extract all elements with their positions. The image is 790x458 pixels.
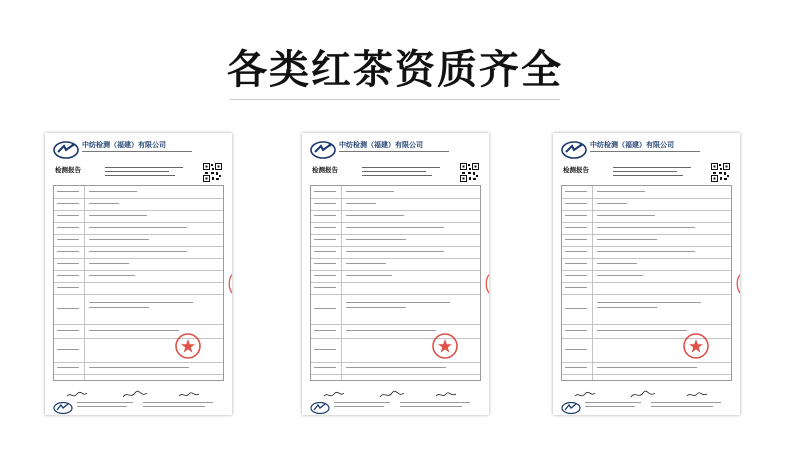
- report-title: 检测报告: [563, 166, 589, 174]
- report-header: [53, 140, 224, 160]
- signature-row: [310, 385, 481, 395]
- organization-logo-icon: [53, 141, 79, 159]
- report-title: 检测报告: [312, 166, 338, 174]
- report-header: [561, 140, 732, 160]
- footer-logo-icon: [53, 402, 73, 414]
- organization-name-en: [339, 150, 449, 152]
- organization-logo-icon: [310, 141, 336, 159]
- official-seal-icon: [431, 332, 459, 360]
- report-footer: [561, 399, 732, 411]
- page-title: 各类红茶资质齐全: [227, 47, 563, 93]
- report-title-row: [53, 163, 224, 183]
- report-footer: [53, 399, 224, 411]
- signature-row: [561, 385, 732, 395]
- seam-seal-icon: [735, 273, 740, 295]
- organization-name: 中纺检测（福建）有限公司: [590, 141, 674, 149]
- report-title: 检测报告: [55, 166, 81, 174]
- organization-name: 中纺检测（福建）有限公司: [82, 141, 166, 149]
- report-table: [310, 185, 481, 381]
- official-seal-icon: [682, 332, 710, 360]
- footer-logo-icon: [561, 402, 581, 414]
- organization-name: 中纺检测（福建）有限公司: [339, 141, 423, 149]
- report-title-row: [561, 163, 732, 183]
- test-report-card: [553, 133, 740, 415]
- seam-seal-icon: [484, 273, 489, 295]
- qr-code-icon: [711, 163, 730, 182]
- verification-info: [362, 164, 440, 176]
- verification-info: [613, 164, 691, 176]
- organization-logo-icon: [561, 141, 587, 159]
- title-divider: [230, 99, 560, 100]
- footer-logo-icon: [310, 402, 330, 414]
- qr-code-icon: [203, 163, 222, 182]
- test-report-card: [302, 133, 489, 415]
- signature-row: [53, 385, 224, 395]
- verification-info: [105, 164, 183, 176]
- report-header: [310, 140, 481, 160]
- seam-seal-icon: [227, 273, 232, 295]
- organization-name-en: [82, 150, 192, 152]
- official-seal-icon: [174, 332, 202, 360]
- qr-code-icon: [460, 163, 479, 182]
- report-title-row: [310, 163, 481, 183]
- organization-name-en: [590, 150, 700, 152]
- report-footer: [310, 399, 481, 411]
- test-report-card: [45, 133, 232, 415]
- report-table: [561, 185, 732, 381]
- report-table: [53, 185, 224, 381]
